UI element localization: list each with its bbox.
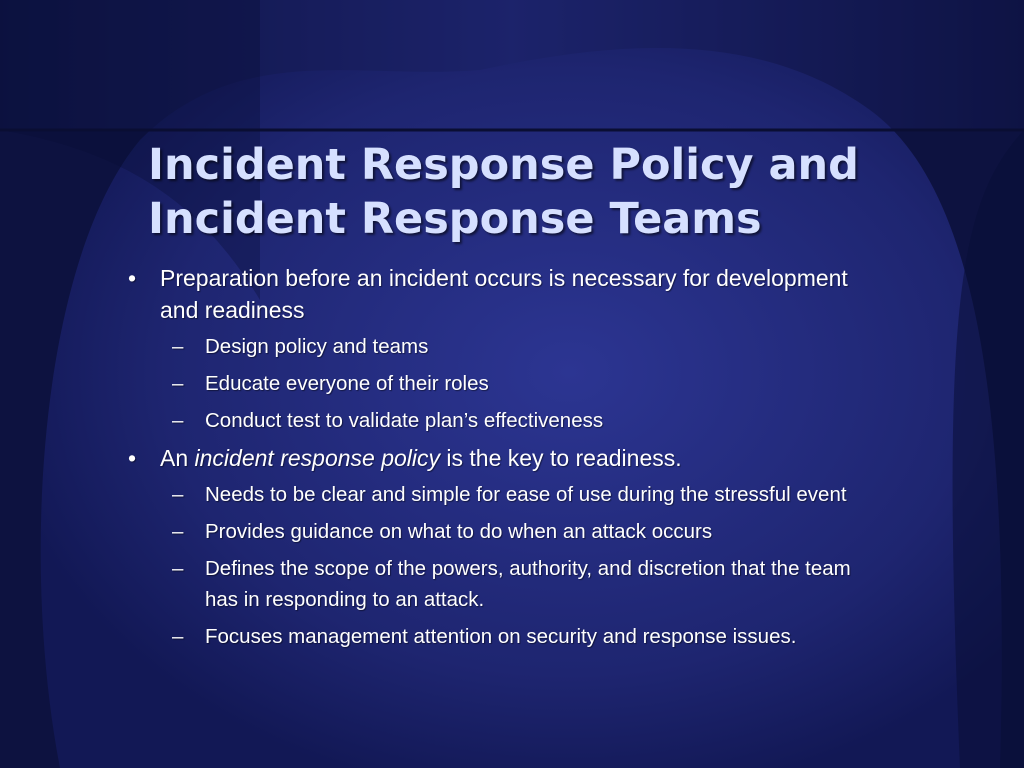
bullet-marker: • xyxy=(127,265,137,291)
dash-marker: – xyxy=(172,557,184,580)
sub-bullet-text: Focuses management attention on security and response issues. xyxy=(205,625,797,648)
sub-bullet-text: Defines the scope of the powers, authority, and discretion that the team has in responding to an attack. xyxy=(205,557,851,611)
dash-marker: – xyxy=(172,372,184,395)
dash-marker: – xyxy=(172,520,184,543)
title-line-2: Incident Response Teams xyxy=(148,194,762,244)
dash-marker: – xyxy=(172,409,184,432)
slide-bullets xyxy=(122,262,862,652)
dash-marker: – xyxy=(172,335,184,358)
dash-marker: – xyxy=(172,625,184,648)
sub-bullet-item xyxy=(122,331,862,362)
sub-bullet-item xyxy=(122,479,862,510)
sub-bullet-item xyxy=(122,621,862,652)
sub-bullet-text: Provides guidance on what to do when an attack occurs xyxy=(205,520,713,543)
slide-title xyxy=(148,138,1008,246)
sub-bullet-text: Conduct test to validate plan’s effectiveness xyxy=(205,409,604,432)
bullet-text-before: An xyxy=(160,445,195,471)
bullet-text-after: is the key to readiness. xyxy=(440,445,682,471)
bullet-item xyxy=(122,262,862,326)
sub-bullet-item xyxy=(122,368,862,399)
sub-bullet-text: Needs to be clear and simple for ease of use during the stressful event xyxy=(205,483,847,506)
bullet-text-italic: incident response policy xyxy=(194,445,441,471)
bullet-item xyxy=(122,442,862,474)
sub-bullet-text: Design policy and teams xyxy=(205,335,429,358)
sub-bullet-item xyxy=(122,516,862,547)
bullet-marker: • xyxy=(127,445,137,471)
sub-bullet-item xyxy=(122,405,862,436)
bullet-text: Preparation before an incident occurs is necessary for development and readiness xyxy=(160,265,848,323)
dash-marker: – xyxy=(172,483,184,506)
sub-bullet-text: Educate everyone of their roles xyxy=(205,372,489,395)
title-line-1: Incident Response Policy and xyxy=(148,140,859,190)
sub-bullet-item xyxy=(122,553,862,615)
